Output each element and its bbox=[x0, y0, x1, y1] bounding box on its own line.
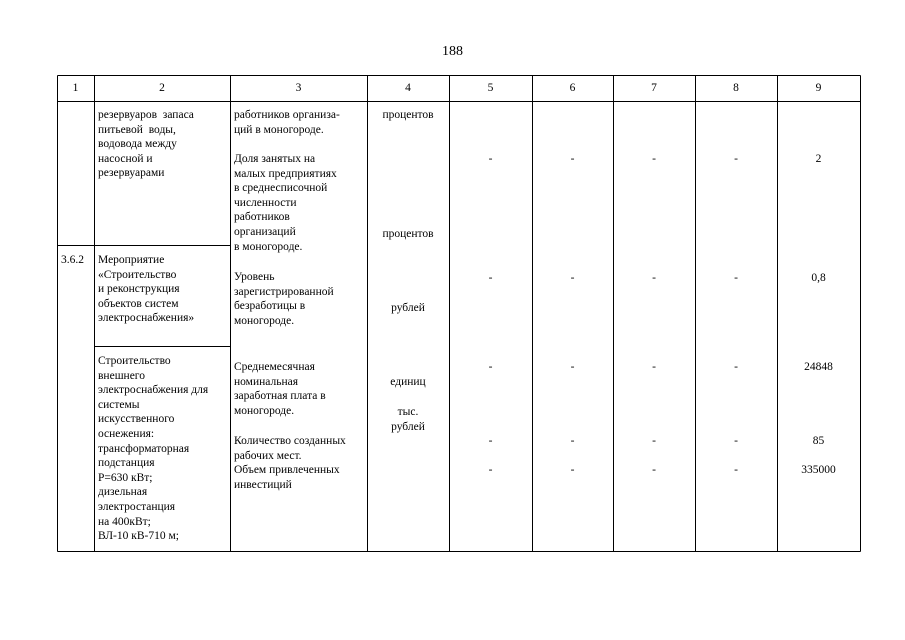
cell-dash: - bbox=[652, 464, 656, 476]
header-col-7: 7 bbox=[651, 82, 657, 94]
cell-dash: - bbox=[488, 361, 493, 373]
indicator-average-salary: Среднемесячная номинальная заработная плата в моногороде. bbox=[234, 361, 326, 417]
cell-dash: - bbox=[570, 361, 575, 373]
indicator-jobs-created: Количество созданных рабочих мест. bbox=[234, 435, 346, 462]
page-number: 188 bbox=[442, 44, 463, 59]
cell-dash: - bbox=[652, 361, 656, 373]
unit-rubles: рублей bbox=[391, 302, 425, 314]
cell-dash: - bbox=[488, 435, 493, 447]
header-col-8: 8 bbox=[733, 82, 739, 94]
header-col-1: 1 bbox=[72, 82, 79, 94]
header-col-6: 6 bbox=[569, 82, 576, 94]
cell-dash: - bbox=[570, 153, 575, 165]
cell-dash: - bbox=[570, 464, 575, 476]
value-unemployment: 0,8 bbox=[811, 272, 826, 284]
cell-dash: - bbox=[652, 153, 656, 165]
indicator-workers: работников организа- ций в моногороде. bbox=[234, 109, 340, 136]
value-investments: 335000 bbox=[801, 464, 836, 476]
indicator-investments: Объем привлеченных инвестиций bbox=[234, 464, 340, 491]
header-col-5: 5 bbox=[487, 82, 494, 94]
cell-dash: - bbox=[652, 272, 656, 284]
cell-dash: - bbox=[734, 272, 738, 284]
unit-percent-2: процентов bbox=[382, 228, 434, 240]
header-col-4: 4 bbox=[405, 82, 411, 94]
measure-text-electro-construction: Строительство внешнего электроснабжения для системы искусственного оснежения: трансформаторная подстанция Р=630 кВт; дизельная электростанция на 400кВт; ВЛ-10 кВ-710 м; bbox=[98, 355, 209, 543]
cell-dash: - bbox=[652, 435, 656, 447]
cell-dash: - bbox=[570, 435, 575, 447]
unit-units: единиц bbox=[390, 376, 426, 388]
measure-text-electro-event: Мероприятие «Строительство и реконструкция объектов систем электроснабжения» bbox=[98, 254, 195, 325]
cell-dash: - bbox=[734, 153, 738, 165]
header-col-2: 2 bbox=[159, 82, 165, 94]
cell-dash: - bbox=[488, 272, 493, 284]
cell-dash: - bbox=[570, 272, 575, 284]
value-small-business-share: 2 bbox=[815, 153, 822, 165]
indicator-unemployment: Уровень зарегистрированной безработицы в моногороде. bbox=[234, 271, 334, 327]
cell-dash: - bbox=[734, 435, 738, 447]
cell-dash: - bbox=[488, 153, 493, 165]
value-jobs-created: 85 bbox=[812, 435, 825, 447]
cell-dash: - bbox=[488, 464, 493, 476]
row-number-3-6-2: 3.6.2 bbox=[61, 254, 84, 266]
unit-percent-1: процентов bbox=[382, 109, 434, 121]
header-col-3: 3 bbox=[295, 82, 302, 94]
measure-text-reservoirs: резервуаров запаса питьевой воды, водовода между насосной и резервуарами bbox=[98, 109, 194, 180]
cell-dash: - bbox=[734, 361, 738, 373]
unit-thousand-rubles: тыс. рублей bbox=[391, 406, 425, 433]
cell-dash: - bbox=[734, 464, 738, 476]
value-average-salary: 24848 bbox=[804, 361, 833, 373]
indicator-small-business-share: Доля занятых на малых предприятиях в среднесписочной численности работников организаций в моногороде. bbox=[234, 153, 337, 253]
header-col-9: 9 bbox=[815, 82, 822, 94]
